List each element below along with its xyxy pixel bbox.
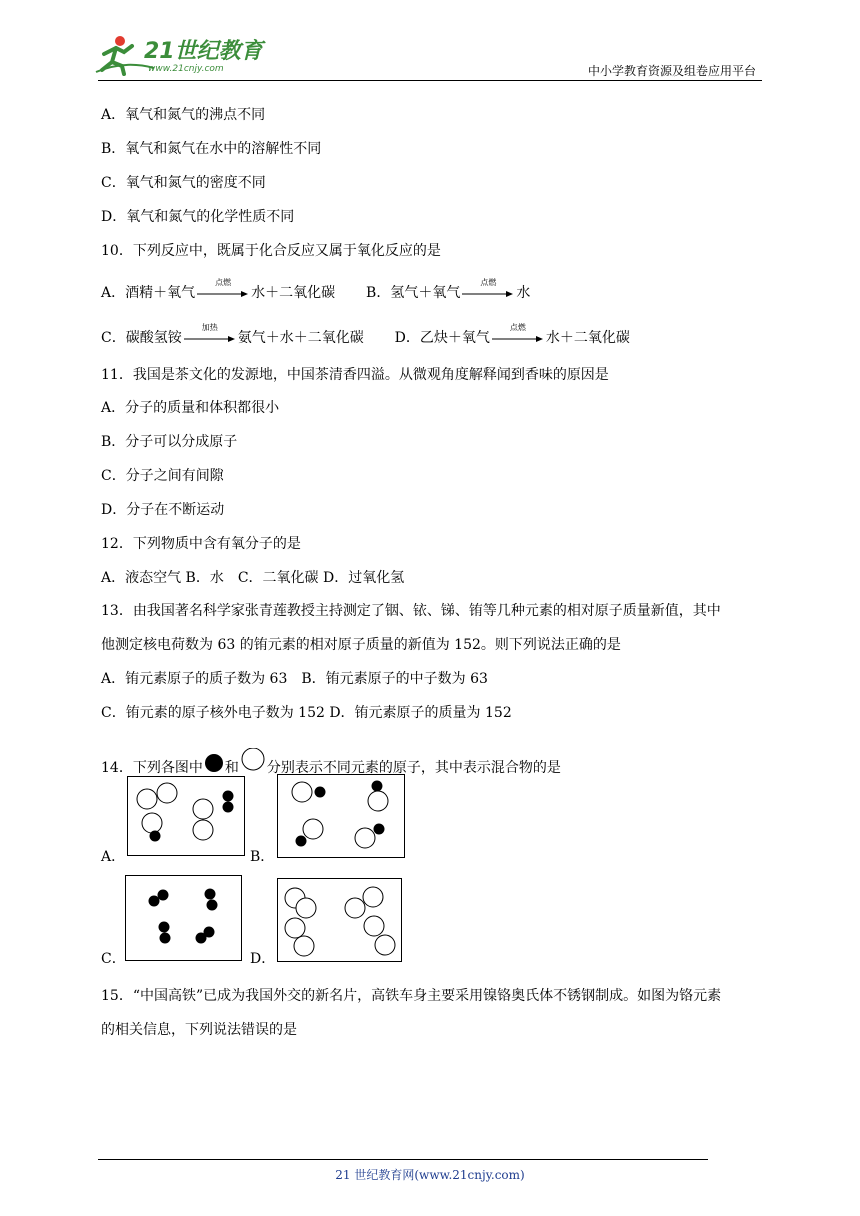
reaction-condition: 点燃 [215,278,232,287]
q10-b-products: 水 [516,285,531,301]
q10-b-letter: B． [366,285,391,301]
q12-options: A．液态空气 B．水 C．二氧化碳 D．过氧化氢 [101,570,405,586]
q10-row-ab [101,278,531,303]
q10-c-letter: C． [101,330,126,346]
q10-c-products: 氨气＋水＋二氧化碳 [237,330,364,346]
q10-a-letter: A． [101,285,126,301]
q9-option-a: A．氧气和氮气的沸点不同 [101,107,266,123]
q14-label-d: D． [250,951,276,967]
q10-d-reactants: 乙炔＋氧气 [419,330,490,346]
q13-options-cd: C．铕元素的原子核外电子数为 152 D．铕元素原子的质量为 152 [101,705,512,721]
q10-c-reactants: 碳酸氢铵 [125,330,182,346]
q10-d-products: 水＋二氧化碳 [545,330,630,346]
white-atom-icon [239,748,267,774]
q10-a-products: 水＋二氧化碳 [251,285,336,301]
q9-option-b: B．氧气和氮气在水中的溶解性不同 [101,141,322,157]
q10-row-cd [101,323,630,348]
q11-option-b: B．分子可以分成原子 [101,434,238,450]
q11-option-d: D．分子在不断运动 [101,502,225,518]
q14-figure-a [127,776,245,856]
reaction-arrow [197,278,249,300]
logo-text: 21世纪教育 [144,39,263,64]
q11-stem: 11．我国是茶文化的发源地，中国茶清香四溢。从微观角度解释闻到香味的原因是 [101,367,609,383]
black-atom-icon [203,753,225,775]
q10-b-reactants: 氢气＋氧气 [390,285,461,301]
q14-figure-c [125,875,242,961]
reaction-condition: 点燃 [509,323,526,332]
q14-figure-d [277,878,402,962]
q14-prefix: 14．下列各图中 [101,760,203,776]
footer-divider [98,1159,708,1160]
q9-option-d: D．氧气和氮气的化学性质不同 [101,209,295,225]
q9-option-c: C．氧气和氮气的密度不同 [101,175,266,191]
q14-figure-b [277,774,405,858]
arrow-icon [197,290,249,298]
logo-url: www.21cnjy.com [148,64,224,74]
reaction-arrow [492,323,544,345]
q10-stem: 10．下列反应中，既属于化合反应又属于氧化反应的是 [101,243,441,259]
arrow-icon [462,290,514,298]
q14-label-a: A． [101,849,126,865]
q13-stem-line2: 他测定核电荷数为 63 的铕元素的相对原子质量的新值为 152。则下列说法正确的是 [101,637,621,653]
q15-stem-line2: 的相关信息，下列说法错误的是 [101,1022,297,1038]
q14-label-b: B． [250,849,275,865]
q14-and: 和 [224,760,239,776]
arrow-icon [184,335,236,343]
q15-stem-line1: 15．“中国高铁”已成为我国外交的新名片，高铁车身主要采用镍铬奥氏体不锈钢制成。如图为铬元素 [101,988,722,1004]
q11-option-c: C．分子之间有间隙 [101,468,224,484]
q10-d-letter: D． [394,330,420,346]
reaction-condition: 点燃 [480,278,497,287]
q14-label-c: C． [101,951,126,967]
site-logo [94,32,264,78]
footer-link[interactable]: 21 世纪教育网(www.21cnjy.com) [335,1168,525,1182]
q13-options-ab: A．铕元素原子的质子数为 63 B．铕元素原子的中子数为 63 [101,671,488,687]
reaction-arrow [184,323,236,345]
q13-stem-line1: 13．由我国著名科学家张青莲教授主持测定了铟、铱、锑、铕等几种元素的相对原子质量新值，其中 [101,603,721,619]
q11-option-a: A．分子的质量和体积都很小 [101,400,280,416]
reaction-arrow [462,278,514,300]
header-divider [98,80,762,81]
reaction-condition: 加热 [201,323,218,332]
platform-title: 中小学教育资源及组卷应用平台 [587,64,756,78]
q10-a-reactants: 酒精＋氧气 [125,285,196,301]
arrow-icon [492,335,544,343]
q12-stem: 12．下列物质中含有氧分子的是 [101,536,301,552]
q14-suffix: 分别表示不同元素的原子，其中表示混合物的是 [266,760,561,776]
